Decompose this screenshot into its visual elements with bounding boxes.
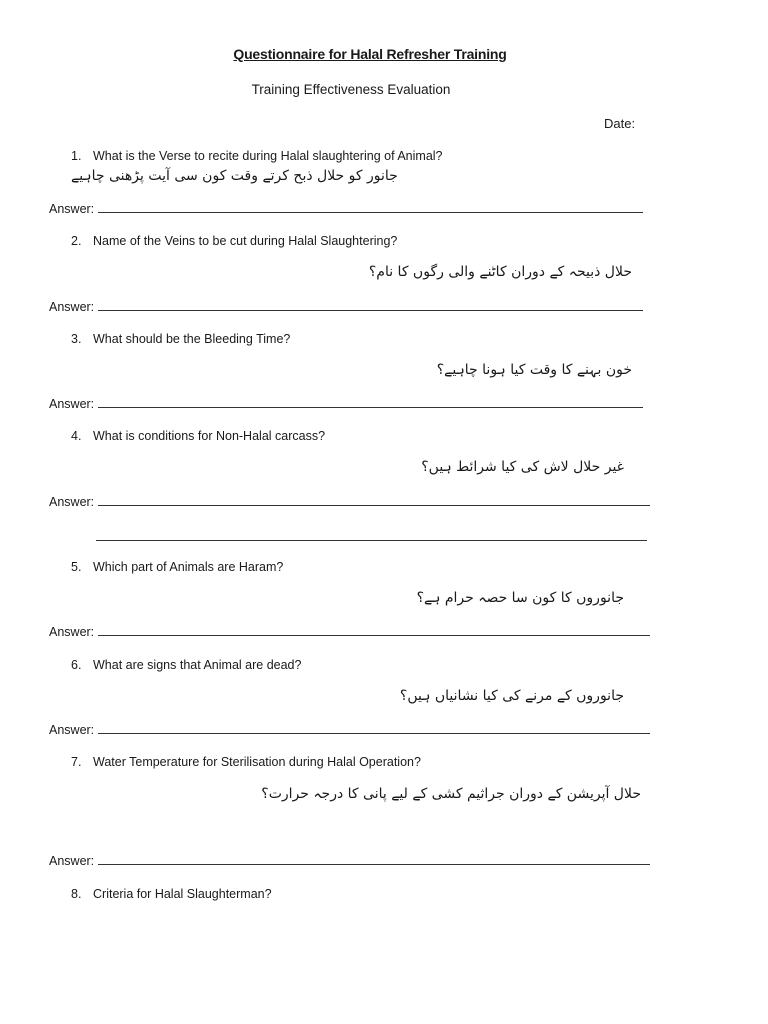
question-text: What is the Verse to recite during Halal slaughtering of Animal? [93, 149, 443, 163]
answer-label: Answer: [49, 854, 95, 868]
question-number: 4. [71, 429, 82, 443]
question-2 [71, 234, 397, 248]
question-7 [71, 755, 421, 769]
answer-line[interactable] [98, 722, 650, 734]
question-text: Criteria for Halal Slaughterman? [93, 887, 272, 901]
question-5-urdu: جانوروں کا کون سا حصہ حرام ہے؟ [416, 590, 624, 606]
answer-label: Answer: [49, 397, 95, 411]
question-3-urdu: خون بہنے کا وقت کیا ہونا چاہیے؟ [436, 362, 632, 378]
answer-label: Answer: [49, 495, 95, 509]
question-text: Name of the Veins to be cut during Halal Slaughtering? [93, 234, 398, 248]
answer-line-extra[interactable] [96, 540, 647, 541]
question-text: Which part of Animals are Haram? [93, 560, 284, 574]
answer-6 [49, 722, 650, 737]
answer-1 [49, 201, 643, 216]
question-number: 8. [71, 887, 82, 901]
question-number: 1. [71, 149, 82, 163]
answer-4 [49, 494, 650, 509]
answer-line[interactable] [98, 299, 643, 311]
question-1-urdu: جانور کو حلال ذبح کرتے وقت کون سی آیت پڑھنی چاہیے [71, 168, 398, 184]
answer-label: Answer: [49, 202, 95, 216]
answer-7 [49, 853, 650, 868]
question-1 [71, 149, 443, 163]
answer-line[interactable] [98, 853, 650, 865]
question-text: What should be the Bleeding Time? [93, 332, 291, 346]
answer-label: Answer: [49, 723, 95, 737]
answer-2 [49, 299, 643, 314]
question-text: What is conditions for Non-Halal carcass? [93, 429, 326, 443]
question-text: Water Temperature for Sterilisation during Halal Operation? [93, 755, 421, 769]
question-7-urdu: حلال آپریشن کے دوران جراثیم کشی کے لیے پانی کا درجہ حرارت؟ [261, 786, 641, 802]
question-number: 3. [71, 332, 82, 346]
question-number: 7. [71, 755, 82, 769]
question-8 [71, 887, 272, 901]
page-subtitle: Training Effectiveness Evaluation [251, 82, 451, 97]
question-6-urdu: جانوروں کے مرنے کی کیا نشانیاں ہیں؟ [399, 688, 624, 704]
question-6 [71, 658, 301, 672]
question-2-urdu: حلال ذبیحہ کے دوران کاٹنے والی رگوں کا نام؟ [368, 264, 632, 280]
question-text: What are signs that Animal are dead? [93, 658, 302, 672]
question-4 [71, 429, 325, 443]
answer-line[interactable] [98, 201, 643, 213]
page-title: Questionnaire for Halal Refresher Training [233, 46, 507, 62]
question-3 [71, 332, 290, 346]
answer-label: Answer: [49, 300, 95, 314]
answer-line[interactable] [98, 396, 643, 408]
date-label: Date: [604, 116, 636, 131]
question-number: 5. [71, 560, 82, 574]
question-4-urdu: غیر حلال لاش کی کیا شرائط ہیں؟ [421, 459, 624, 475]
answer-label: Answer: [49, 625, 95, 639]
answer-5 [49, 624, 650, 639]
question-5 [71, 560, 283, 574]
answer-line[interactable] [98, 624, 650, 636]
answer-3 [49, 396, 643, 411]
question-number: 6. [71, 658, 82, 672]
answer-line[interactable] [98, 494, 650, 506]
question-number: 2. [71, 234, 82, 248]
